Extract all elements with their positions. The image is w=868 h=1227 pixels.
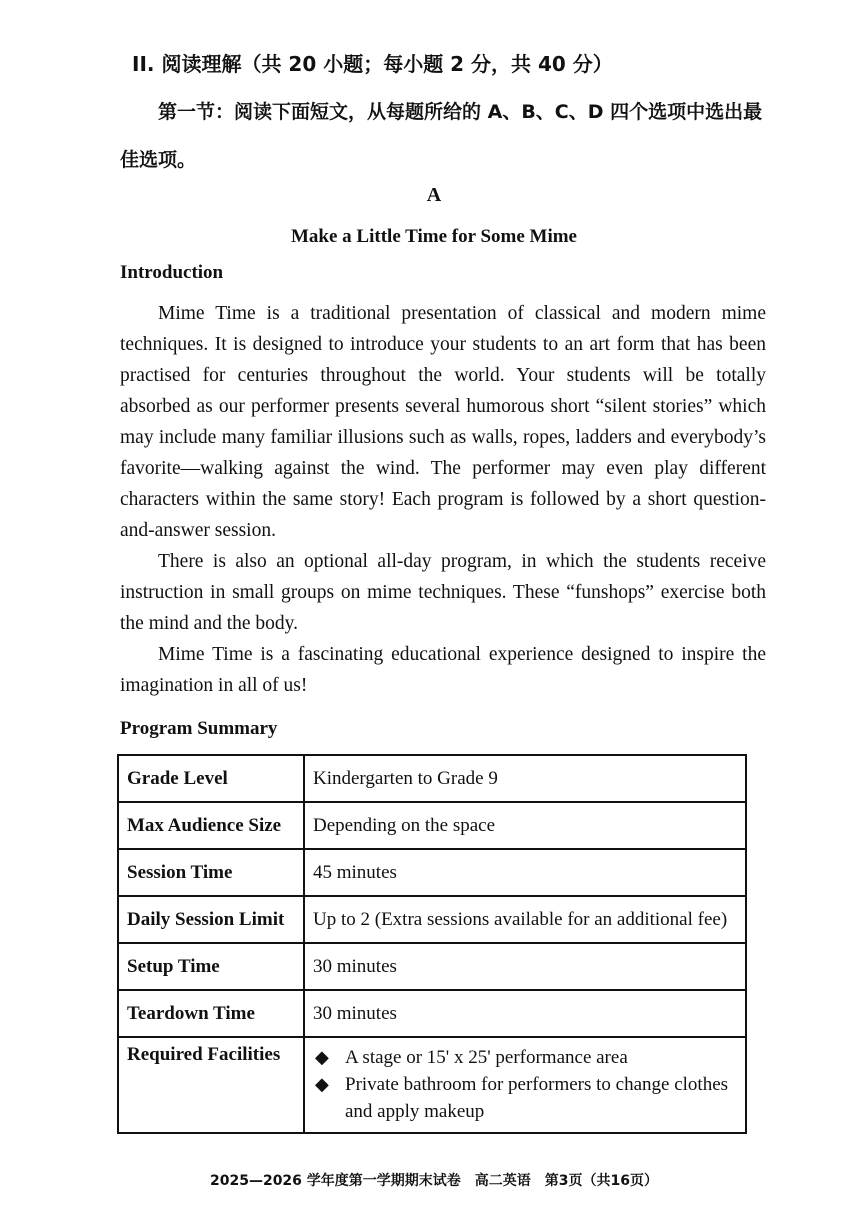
paragraph-3: Mime Time is a fascinating educational experience designed to inspire the imagination in all of us! (120, 644, 766, 696)
table-row (118, 990, 746, 1037)
table-row (118, 755, 746, 802)
program-summary-table (117, 754, 747, 1134)
diamond-bullet-icon: ◆ (315, 1047, 329, 1067)
row-value: 30 minutes (304, 943, 746, 990)
passage-letter: A (426, 184, 442, 206)
list-item (313, 1044, 737, 1071)
row-label: Setup Time (118, 943, 304, 990)
table-row (118, 1037, 746, 1133)
table-row (118, 802, 746, 849)
paragraph-1: Mime Time is a traditional presentation of classical and modern mime techniques. It is designed to introduce your students to an art form that has been practised for centuries throughout the world. Your students will be totally absorbed as our performer presents several humorous short “silent stories” which may include many familiar illusions such as walls, ropes, ladders and everybody’s favorite—walking against the wind. The performer may even play different characters within the same story! Each program is followed by a short question-and-answer session. (120, 303, 766, 541)
row-value: 30 minutes (304, 990, 746, 1037)
list-item (313, 1071, 737, 1125)
paragraph-2: There is also an optional all-day program, in which the students receive instruction in small groups on mime techniques. These “funshops” exercise both the mind and the body. (120, 551, 766, 634)
row-value: Up to 2 (Extra sessions available for an additional fee) (304, 896, 746, 943)
page-footer: 2025—2026 学年度第一学期期末试卷 高二英语 第3页（共16页） (209, 1173, 659, 1189)
diamond-bullet-icon: ◆ (315, 1074, 329, 1094)
row-value: 45 minutes (304, 849, 746, 896)
table-row (118, 896, 746, 943)
table-row (118, 943, 746, 990)
program-summary-heading: Program Summary (120, 718, 278, 739)
row-value-list (304, 1037, 746, 1133)
row-label: Required Facilities (118, 1037, 304, 1133)
section-instructions: 第一节：阅读下面短文，从每题所给的 A、B、C、D 四个选项中选出最佳选项。 (120, 101, 763, 171)
row-label: Grade Level (118, 755, 304, 802)
facilities-list (313, 1044, 737, 1125)
row-value: Depending on the space (304, 802, 746, 849)
facility-text: Private bathroom for performers to change clothes and apply makeup (345, 1074, 729, 1122)
row-label: Teardown Time (118, 990, 304, 1037)
introduction-heading: Introduction (120, 262, 224, 283)
facility-text: A stage or 15' x 25' performance area (345, 1047, 628, 1068)
row-label: Daily Session Limit (118, 896, 304, 943)
row-value: Kindergarten to Grade 9 (304, 755, 746, 802)
section-heading: II. 阅读理解（共 20 小题；每小题 2 分，共 40 分） (132, 52, 613, 76)
row-label: Max Audience Size (118, 802, 304, 849)
row-label: Session Time (118, 849, 304, 896)
table-row (118, 849, 746, 896)
passage-title: Make a Little Time for Some Mime (291, 226, 577, 247)
